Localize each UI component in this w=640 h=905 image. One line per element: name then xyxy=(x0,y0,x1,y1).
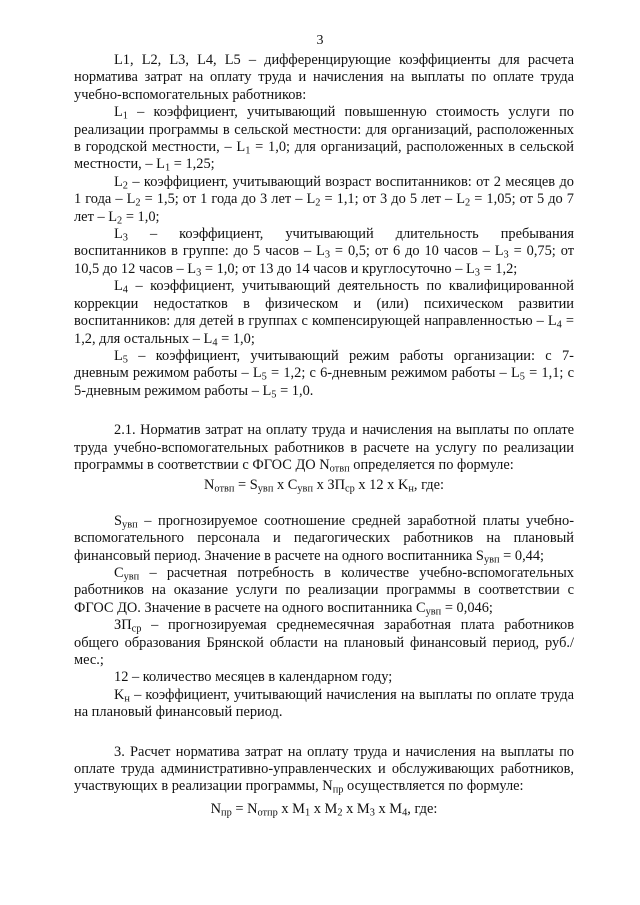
l3-text-d: = 1,0; от 13 до 14 часов и круглосуточно – L xyxy=(201,260,475,277)
section-3-text-b: осуществляется по формуле: xyxy=(343,778,524,795)
l4-text-b: = 1,2, для остальных – L xyxy=(74,313,574,347)
formula-1-nsub: отвп xyxy=(214,483,235,495)
def-k-sub: н xyxy=(124,693,130,705)
definition-12-paragraph xyxy=(74,669,574,686)
formula-2-nsub: пр xyxy=(221,807,232,819)
formula-2 xyxy=(74,801,574,818)
def-s-sub-2: увп xyxy=(483,554,500,566)
l4-text-c: = 1,0; xyxy=(217,330,255,347)
l1-text-a: – коэффициент, учитывающий повышенную стоимость услуги по реализации программы в сельской местности: для организаций, расположенных в городской местности, – L xyxy=(74,104,574,156)
l4-paragraph: $L_4$ – коэффициент, учитывающий деятельность по квалифицированной коррекции недостатков в физическом и (или) психическом развитии воспитанников: для детей в группах с компенсирующей направленностью – $L_4 = 1,2$, для остальных – $L_4 = 1,0$; xyxy=(74,278,574,349)
def-c-c: = 0,046; xyxy=(441,599,493,616)
formula-1-p5: , где: xyxy=(413,477,444,494)
formula-2-m4: 4 xyxy=(402,807,408,819)
l2-text-a: – коэффициент, учитывающий возраст воспитанников: от 2 месяцев до 1 года – L xyxy=(74,173,574,208)
def-zp-sub: ср xyxy=(131,623,142,635)
l2-text-b: = 1,5; от 1 года до 3 лет – L xyxy=(140,191,316,208)
section-3-sub: пр xyxy=(332,785,344,797)
def-s-a: S xyxy=(114,512,123,529)
l1-text-b: = 1,0; для организаций, расположенных в сельской местности, – L xyxy=(74,139,574,173)
definition-k-paragraph xyxy=(74,687,574,722)
definition-c-paragraph xyxy=(74,565,574,617)
def-c-b: – расчетная потребность в количестве учебно-вспомогательных работников на оказание услуги по реализации программы в соответствии с ФГОС ДО. Значение в расчете на одного воспитанника С xyxy=(74,564,574,616)
formula-2-m2: 2 xyxy=(337,807,343,819)
formula-2-p6: , где: xyxy=(407,800,438,817)
l2-paragraph: $L_2$ – коэффициент, учитывающий возраст воспитанников: от 2 месяцев до 1 года – $L_2 = 1,5$; от 1 года до 3 лет – $L_2 = 1,1$; от 3 до 5 лет – $L_2 = 1,05$; от 5 до 7 лет – $L_2 = 1,0$; xyxy=(74,173,574,227)
l3-text-c: = 0,75; от 10,5 до 12 часов – L xyxy=(74,243,574,277)
formula-2-n: N xyxy=(210,800,222,817)
page-number: 3 xyxy=(316,33,324,48)
l5-paragraph: $L_5$ – коэффициент, учитывающий режим работы организации: с 7-дневным режимом работы – $L_5 = 1,2$; с 6-дневным режимом работы – $L_5 = 1,1$; с 5-дневным режимом работы – $L_5 = 1,0$. xyxy=(74,347,574,401)
l5-text-a: – коэффициент, учитывающий режим работы организации: с 7-дневным режимом работы – L xyxy=(74,347,574,382)
section-3-text-a: 3. Расчет норматива затрат на оплату труда и начисления на выплаты по оплате труда административно-управленческих и обслуживающих работников, участвующих в реализации программы, N xyxy=(74,743,574,795)
formula-2-m1: 1 xyxy=(304,807,311,819)
l3-text-b: = 0,5; от 6 до 10 часов – L xyxy=(330,243,504,260)
formula-1-p1: = S xyxy=(234,477,258,494)
section-2-1-text-b: определяется по формуле: xyxy=(349,456,514,473)
def-s-sub: увп xyxy=(122,519,138,531)
formula-1-s3: ср xyxy=(345,483,355,495)
formula-1-n: N xyxy=(204,477,215,494)
section-2-1-sub: отвп xyxy=(329,463,350,475)
l2-text-d: = 1,05; от 5 до 7 лет – L xyxy=(74,191,574,225)
formula-2-p2: х М xyxy=(277,800,305,817)
l2-text-e: = 1,0; xyxy=(122,208,160,225)
l3-text-e: = 1,2; xyxy=(479,260,518,277)
l3-paragraph: $L_3$ – коэффициент, учитывающий длительность пребывания воспитанников в группе: до 5 часов – $L_3 = 0,5$; от 6 до 10 часов – $L_3 = 0,75$; от 10,5 до 12 часов – $L_3 = 1,0$; от 13 до 14 часов и круглосуточно – $L_3 = 1,2$; xyxy=(74,226,574,279)
formula-1-s1: увп xyxy=(257,483,274,495)
def-c-a: С xyxy=(114,564,124,581)
section-2-1-text-a: 2.1. Норматив затрат на оплату труда и начисления на выплаты по оплате труда учебно-вспомогательных работников в расчете на услугу по реализации программы в соответствии с ФГОС ДО N xyxy=(74,422,574,473)
def-zp-a: ЗП xyxy=(114,617,132,634)
formula-1-p3: х ЗП xyxy=(313,477,345,494)
l5-text-b: = 1,2; с 6-дневным режимом работы – L xyxy=(266,365,520,382)
l4-text-a: – коэффициент, учитывающий деятельность по квалифицированной коррекции недостатков в физическом и (или) психическом развитии воспитанников: для детей в группах с компенсирующей направленностью – L xyxy=(74,278,574,330)
formula-1-s2: увп xyxy=(297,483,313,495)
l5-text-c: = 1,1; с 5-дневным режимом работы – L xyxy=(74,365,574,399)
coefficient-list-paragraph xyxy=(74,52,574,104)
def-k-a: K xyxy=(114,686,125,703)
formula-2-m3: 3 xyxy=(369,807,375,819)
def-s-b: – прогнозируемое соотношение средней заработной платы учебно-вспомогательного персонала и педагогических работников на плановый финансовый период. Значение в расчете на одного воспитанника S xyxy=(74,512,574,564)
section-3-paragraph xyxy=(74,744,574,796)
l3-text-a: – коэффициент, учитывающий длительность пребывания воспитанников в группе: до 5 часов – L xyxy=(74,226,574,260)
l1-text-c: = 1,25; xyxy=(170,156,215,173)
def-zp-b: – прогнозируемая среднемесячная заработная плата работников общего образования Брянской области на плановый финансовый период, руб./мес.; xyxy=(74,617,574,668)
def-c-sub: увп xyxy=(123,571,140,583)
formula-2-s1: отпр xyxy=(257,807,278,819)
formula-2-p5: х М xyxy=(374,800,403,817)
l1-paragraph: $L_1$ – коэффициент, учитывающий повышенную стоимость услуги по реализации программы в сельской местности: для организаций, расположенных в городской местности, – $L_1 = 1,0$; для организаций, расположенных в сельской местности, – $L_1 = 1,25$; xyxy=(74,104,574,175)
formula-1-p2: х С xyxy=(273,477,298,494)
def-c-sub-2: увп xyxy=(425,606,442,618)
formula-1-p4: х 12 х K xyxy=(354,477,409,494)
def-12-text: 12 – количество месяцев в календарном году; xyxy=(114,669,393,686)
def-s-c: = 0,44; xyxy=(499,547,545,564)
l2-text-c: = 1,1; от 3 до 5 лет – L xyxy=(320,191,466,208)
definition-zp-paragraph xyxy=(74,617,574,669)
formula-2-p3: х М xyxy=(310,800,338,817)
definition-s-paragraph xyxy=(74,513,574,565)
formula-2-p1: = N xyxy=(231,800,258,817)
l5-text-d: = 1,0. xyxy=(276,382,314,399)
section-2-1-paragraph xyxy=(74,422,574,474)
def-k-b: – коэффициент, учитывающий начисления на выплаты по оплате труда на плановый финансовый период. xyxy=(74,686,574,721)
formula-1 xyxy=(74,477,574,494)
formula-1-s4: н xyxy=(408,483,414,495)
document-body xyxy=(74,52,574,818)
formula-2-p4: х М xyxy=(342,800,370,817)
coefficient-list-text: L1, L2, L3, L4, L5 – дифференцирующие коэффициенты для расчета норматива затрат на оплату труда и начисления на выплаты по оплате труда учебно-вспомогательных работников: xyxy=(74,52,574,103)
